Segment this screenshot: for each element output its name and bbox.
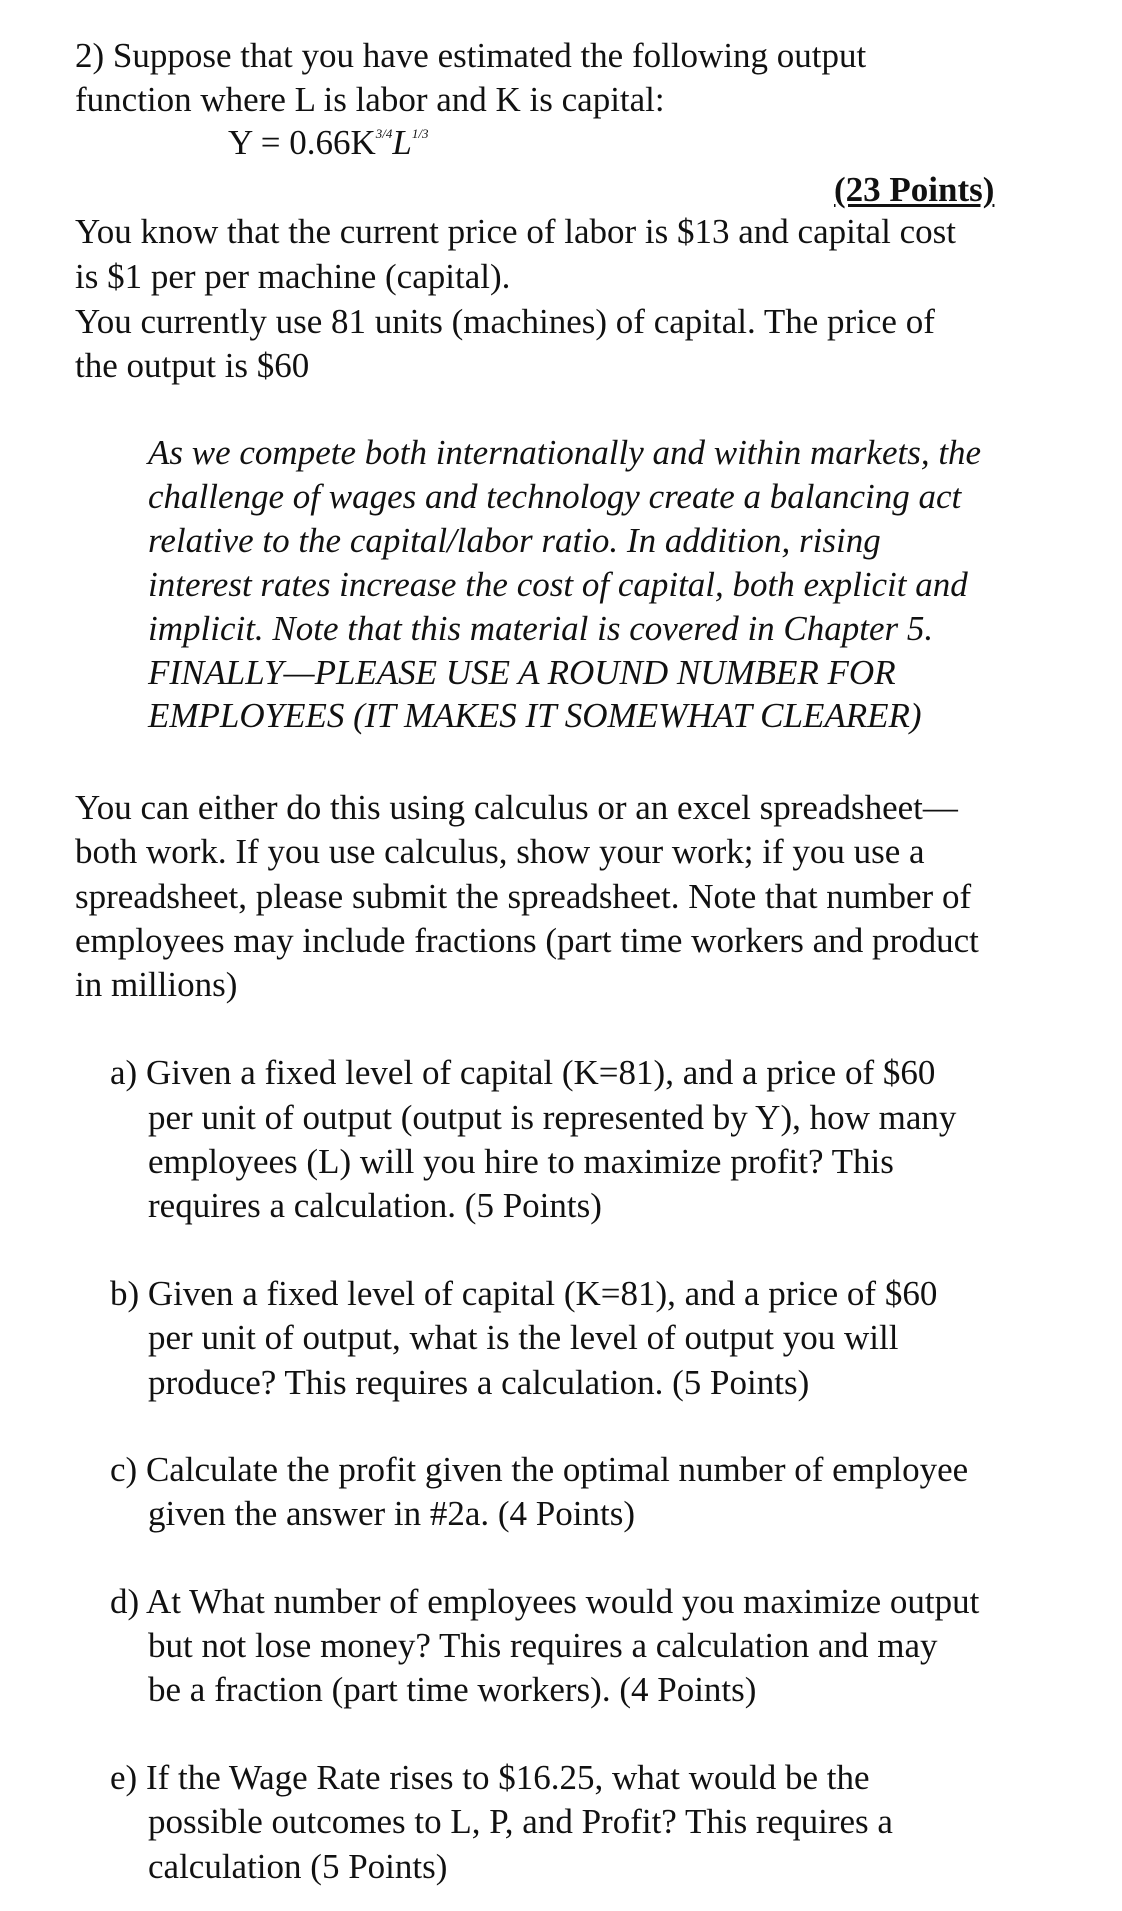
question-c-line-1: c) Calculate the profit given the optimal number of employee	[110, 1450, 969, 1489]
total-points-text: (23 Points)	[834, 170, 995, 209]
note-line-2: challenge of wages and technology create a balancing act	[148, 477, 962, 516]
instructions-line-5: in millions)	[75, 965, 238, 1004]
output-function-equation	[228, 121, 428, 172]
instructions-line-4: employees may include fractions (part time workers and product	[75, 921, 979, 960]
question-a-line-3: employees (L) will you hire to maximize profit? This	[148, 1142, 894, 1181]
instructions-line-2: both work. If you use calculus, show your work; if you use a	[75, 832, 925, 871]
context-line-1: You know that the current price of labor is $13 and capital cost	[75, 212, 956, 251]
question-d-line-2: but not lose money? This requires a calculation and may	[148, 1626, 938, 1665]
question-a-line-1: a) Given a fixed level of capital (K=81), and a price of $60	[110, 1053, 936, 1092]
question-b-line-2: per unit of output, what is the level of output you will	[148, 1318, 899, 1357]
instructions-line-1: You can either do this using calculus or an excel spreadsheet—	[75, 788, 958, 827]
question-e-line-1: e) If the Wage Rate rises to $16.25, what would be the	[110, 1758, 870, 1797]
total-points	[834, 168, 994, 212]
note-line-3: relative to the capital/labor ratio. In addition, rising	[148, 521, 881, 560]
context-line-2: is $1 per per machine (capital).	[75, 257, 511, 296]
instructions-line-3: spreadsheet, please submit the spreadsheet. Note that number of	[75, 877, 972, 916]
question-d-line-1: d) At What number of employees would you maximize output	[110, 1582, 980, 1621]
question-e-line-3: calculation (5 Points)	[148, 1847, 448, 1886]
question-a-line-2: per unit of output (output is represented by Y), how many	[148, 1098, 957, 1137]
context-line-4: the output is $60	[75, 346, 310, 385]
note-line-4: interest rates increase the cost of capital, both explicit and	[148, 565, 968, 604]
labor-exponent: 1/3	[411, 126, 429, 141]
intro-line-1: 2) Suppose that you have estimated the following output	[75, 36, 867, 75]
question-b-line-3: produce? This requires a calculation. (5 Points)	[148, 1363, 810, 1402]
question-a-line-4: requires a calculation. (5 Points)	[148, 1186, 602, 1225]
question-c-line-2: given the answer in #2a. (4 Points)	[148, 1494, 635, 1533]
note-line-6: FINALLY—PLEASE USE A ROUND NUMBER FOR	[148, 653, 896, 692]
note-line-5: implicit. Note that this material is covered in Chapter 5.	[148, 609, 934, 648]
equation-lhs: Y = 0.66K	[228, 123, 376, 162]
note-line-1: As we compete both internationally and within markets, the	[148, 433, 982, 472]
note-line-7: EMPLOYEES (IT MAKES IT SOMEWHAT CLEARER)	[148, 696, 922, 735]
labor-symbol: L	[392, 123, 412, 162]
question-d-line-3: be a fraction (part time workers). (4 Points)	[148, 1670, 757, 1709]
capital-exponent: 3/4	[375, 126, 393, 141]
question-e-line-2: possible outcomes to L, P, and Profit? This requires a	[148, 1802, 893, 1841]
context-line-3: You currently use 81 units (machines) of capital. The price of	[75, 302, 935, 341]
question-b-line-1: b) Given a fixed level of capital (K=81), and a price of $60	[110, 1274, 938, 1313]
intro-line-2: function where L is labor and K is capital:	[75, 80, 665, 119]
